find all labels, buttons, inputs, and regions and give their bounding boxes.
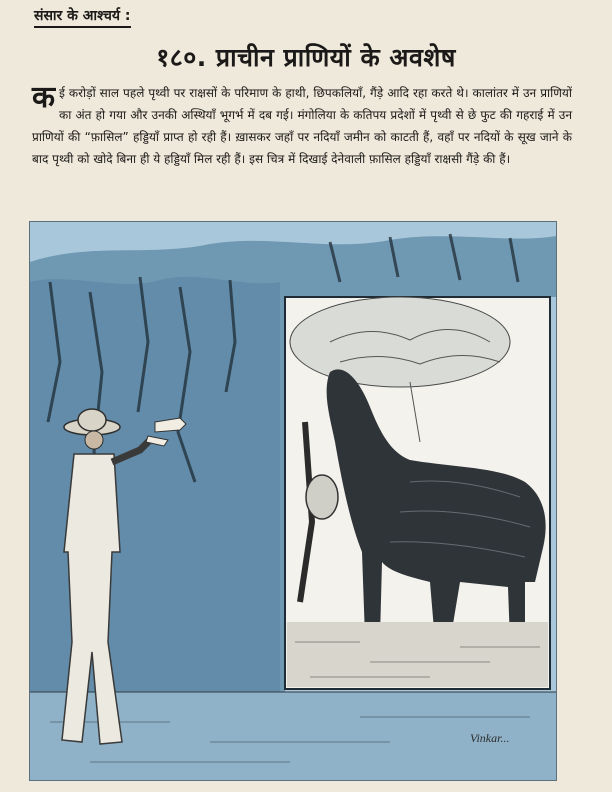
article-body: [32, 82, 572, 170]
artist-signature: Vinkar...: [470, 731, 510, 745]
series-title: संसार के आश्चर्य :: [34, 6, 131, 28]
illustration-drawing: [30, 222, 556, 780]
article-title: १८०. प्राचीन प्राणियों के अवशेष: [156, 43, 456, 72]
fossil-illustration: [29, 221, 557, 781]
drop-cap: क: [32, 80, 56, 115]
article-paragraph: ई करोड़ों साल पहले पृथ्वी पर राक्षसों के परिमाण के हाथी, छिपकलियाँ, गैंड़े आदि रहा करते थे। कालांतर में उन प्राणियों का अंत हो गया और उनकी अस्थियाँ भूगर्भ में दब गई। मंगोलिया के कतिपय प्रदेशों में पृथ्वी से छे फुट की गहराई में उन प्राणियों की “फ़ासिल” हड्डियाँ प्राप्त हो रही हैं। ख़ासकर जहाँ पर नदियाँ जमीन को काटती हैं, वहाँ पर नदियों के सूख जाने के बाद पृथ्वी को खोदे बिना ही ये हड्डियाँ मिल रही हैं। इस चित्र में दिखाई देनेवाली फ़ासिल हड्डियाँ राक्षसी गैंड़े की हैं।: [32, 86, 572, 166]
